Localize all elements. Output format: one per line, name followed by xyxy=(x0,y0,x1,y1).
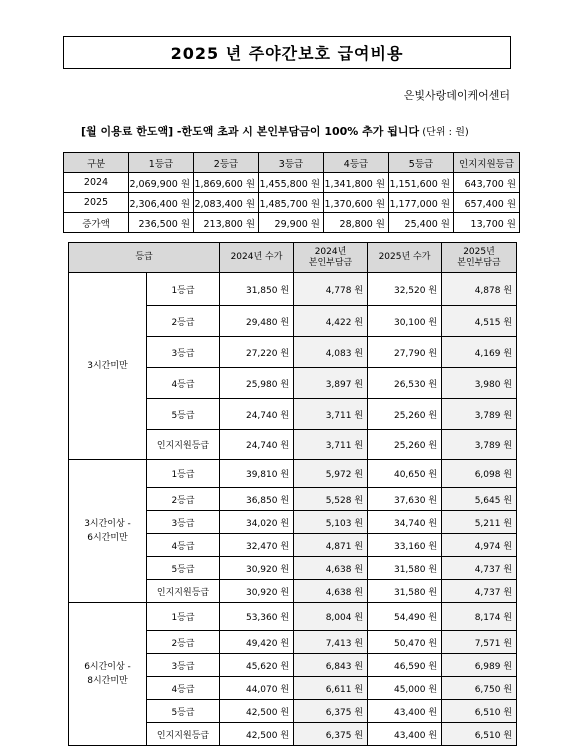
grade-label: 2등급 xyxy=(147,631,220,654)
grade-label: 인지지원등급 xyxy=(147,430,220,460)
limit-year-cell: 2024 xyxy=(64,173,129,193)
limit-value-cell: 1,455,800 원 xyxy=(259,173,324,193)
fee-2024: 39,810 원 xyxy=(220,460,294,488)
organization-name: 은빛사랑데이케어센터 xyxy=(403,89,510,102)
grade-label: 1등급 xyxy=(147,603,220,631)
limit-row xyxy=(64,193,520,213)
unit-note: (단위 : 원) xyxy=(419,127,469,138)
header-2024-copay: 2024년 본인부담금 xyxy=(294,243,368,273)
time-category: 3시간미만 xyxy=(69,273,147,460)
limit-header-cell: 4등급 xyxy=(324,153,389,173)
fee-2024: 42,500 원 xyxy=(220,723,294,746)
fee-2025: 25,260 원 xyxy=(368,399,442,430)
fee-row xyxy=(69,603,517,631)
limit-value-cell: 657,400 원 xyxy=(454,193,520,213)
copay-2024: 4,871 원 xyxy=(294,534,368,557)
copay-2025: 4,974 원 xyxy=(442,534,517,557)
copay-2025: 4,737 원 xyxy=(442,580,517,603)
copay-2025: 6,750 원 xyxy=(442,677,517,700)
limit-value-cell: 1,869,600 원 xyxy=(194,173,259,193)
grade-label: 3등급 xyxy=(147,654,220,677)
copay-2025: 6,510 원 xyxy=(442,723,517,746)
copay-2025: 4,737 원 xyxy=(442,557,517,580)
fee-2025: 26,530 원 xyxy=(368,368,442,399)
grade-label: 4등급 xyxy=(147,368,220,399)
limit-notice xyxy=(81,123,469,139)
fee-2025: 43,400 원 xyxy=(368,700,442,723)
copay-2025: 7,571 원 xyxy=(442,631,517,654)
copay-2024: 6,611 원 xyxy=(294,677,368,700)
time-category: 3시간이상 - 6시간미만 xyxy=(69,460,147,603)
limit-header-cell: 구분 xyxy=(64,153,129,173)
limit-value-cell: 1,177,000 원 xyxy=(389,193,454,213)
limit-value-cell: 213,800 원 xyxy=(194,213,259,233)
copay-2024: 4,778 원 xyxy=(294,273,368,306)
fee-2025: 34,740 원 xyxy=(368,511,442,534)
fee-2024: 25,980 원 xyxy=(220,368,294,399)
copay-2024: 6,375 원 xyxy=(294,700,368,723)
limit-value-cell: 1,151,600 원 xyxy=(389,173,454,193)
copay-2024: 3,711 원 xyxy=(294,430,368,460)
grade-label: 1등급 xyxy=(147,460,220,488)
copay-2024: 4,422 원 xyxy=(294,306,368,337)
fee-2025: 54,490 원 xyxy=(368,603,442,631)
limit-value-cell: 236,500 원 xyxy=(129,213,194,233)
copay-2024: 5,972 원 xyxy=(294,460,368,488)
grade-label: 인지지원등급 xyxy=(147,723,220,746)
limit-value-cell: 13,700 원 xyxy=(454,213,520,233)
limit-notice-text: [월 이용료 한도액] -한도액 초과 시 본인부담금이 100% 추가 됩니다 xyxy=(81,125,420,138)
fee-row xyxy=(69,273,517,306)
copay-2025: 5,645 원 xyxy=(442,488,517,511)
fee-2025: 25,260 원 xyxy=(368,430,442,460)
grade-label: 인지지원등급 xyxy=(147,580,220,603)
copay-2025: 4,169 원 xyxy=(442,337,517,368)
limit-value-cell: 2,083,400 원 xyxy=(194,193,259,213)
copay-2025: 4,515 원 xyxy=(442,306,517,337)
header-grade: 등급 xyxy=(69,243,220,273)
fee-2024: 36,850 원 xyxy=(220,488,294,511)
header-2024-fee: 2024년 수가 xyxy=(220,243,294,273)
copay-2024: 4,638 원 xyxy=(294,557,368,580)
grade-label: 2등급 xyxy=(147,306,220,337)
fee-2025: 32,520 원 xyxy=(368,273,442,306)
limit-row xyxy=(64,213,520,233)
fee-2025: 40,650 원 xyxy=(368,460,442,488)
fee-2024: 53,360 원 xyxy=(220,603,294,631)
copay-2024: 6,375 원 xyxy=(294,723,368,746)
copay-2025: 6,510 원 xyxy=(442,700,517,723)
limit-header-cell: 인지지원등급 xyxy=(454,153,520,173)
limit-value-cell: 643,700 원 xyxy=(454,173,520,193)
copay-2024: 5,528 원 xyxy=(294,488,368,511)
fee-2025: 50,470 원 xyxy=(368,631,442,654)
copay-2025: 5,211 원 xyxy=(442,511,517,534)
copay-2024: 5,103 원 xyxy=(294,511,368,534)
grade-label: 5등급 xyxy=(147,399,220,430)
fee-2025: 27,790 원 xyxy=(368,337,442,368)
fee-2024: 32,470 원 xyxy=(220,534,294,557)
limit-value-cell: 1,370,600 원 xyxy=(324,193,389,213)
limit-row xyxy=(64,173,520,193)
limit-year-cell: 증가액 xyxy=(64,213,129,233)
fee-2025: 45,000 원 xyxy=(368,677,442,700)
fee-2025: 37,630 원 xyxy=(368,488,442,511)
fee-2024: 42,500 원 xyxy=(220,700,294,723)
limit-value-cell: 2,069,900 원 xyxy=(129,173,194,193)
limit-header-row xyxy=(64,153,520,173)
grade-label: 3등급 xyxy=(147,511,220,534)
limit-year-cell: 2025 xyxy=(64,193,129,213)
grade-label: 5등급 xyxy=(147,700,220,723)
grade-label: 4등급 xyxy=(147,677,220,700)
page-title: 2025 년 주야간보호 급여비용 xyxy=(63,36,511,69)
fee-2024: 30,920 원 xyxy=(220,580,294,603)
copay-2025: 3,789 원 xyxy=(442,430,517,460)
fee-row xyxy=(69,460,517,488)
limit-header-cell: 3등급 xyxy=(259,153,324,173)
fee-2024: 24,740 원 xyxy=(220,399,294,430)
copay-2025: 3,980 원 xyxy=(442,368,517,399)
fee-2024: 44,070 원 xyxy=(220,677,294,700)
fee-table-header xyxy=(69,243,517,273)
grade-label: 4등급 xyxy=(147,534,220,557)
copay-2024: 7,413 원 xyxy=(294,631,368,654)
fee-2024: 27,220 원 xyxy=(220,337,294,368)
time-category: 6시간이상 - 8시간미만 xyxy=(69,603,147,746)
fee-table xyxy=(68,242,517,746)
fee-2025: 43,400 원 xyxy=(368,723,442,746)
fee-2024: 29,480 원 xyxy=(220,306,294,337)
limit-value-cell: 1,341,800 원 xyxy=(324,173,389,193)
fee-2025: 31,580 원 xyxy=(368,557,442,580)
limit-header-cell: 1등급 xyxy=(129,153,194,173)
limit-value-cell: 25,400 원 xyxy=(389,213,454,233)
copay-2024: 6,843 원 xyxy=(294,654,368,677)
fee-2025: 31,580 원 xyxy=(368,580,442,603)
copay-2024: 8,004 원 xyxy=(294,603,368,631)
monthly-limit-table xyxy=(63,152,520,233)
limit-value-cell: 28,800 원 xyxy=(324,213,389,233)
copay-2025: 6,989 원 xyxy=(442,654,517,677)
fee-2024: 30,920 원 xyxy=(220,557,294,580)
fee-2025: 33,160 원 xyxy=(368,534,442,557)
fee-2024: 24,740 원 xyxy=(220,430,294,460)
limit-value-cell: 2,306,400 원 xyxy=(129,193,194,213)
copay-2025: 6,098 원 xyxy=(442,460,517,488)
grade-label: 2등급 xyxy=(147,488,220,511)
limit-value-cell: 1,485,700 원 xyxy=(259,193,324,213)
copay-2025: 3,789 원 xyxy=(442,399,517,430)
copay-2025: 8,174 원 xyxy=(442,603,517,631)
fee-2024: 34,020 원 xyxy=(220,511,294,534)
limit-header-cell: 2등급 xyxy=(194,153,259,173)
header-2025-copay: 2025년 본인부담금 xyxy=(442,243,517,273)
fee-2024: 45,620 원 xyxy=(220,654,294,677)
copay-2024: 3,897 원 xyxy=(294,368,368,399)
fee-2024: 31,850 원 xyxy=(220,273,294,306)
copay-2024: 3,711 원 xyxy=(294,399,368,430)
grade-label: 1등급 xyxy=(147,273,220,306)
fee-2024: 49,420 원 xyxy=(220,631,294,654)
header-2025-fee: 2025년 수가 xyxy=(368,243,442,273)
fee-2025: 30,100 원 xyxy=(368,306,442,337)
limit-header-cell: 5등급 xyxy=(389,153,454,173)
limit-value-cell: 29,900 원 xyxy=(259,213,324,233)
copay-2024: 4,083 원 xyxy=(294,337,368,368)
grade-label: 3등급 xyxy=(147,337,220,368)
copay-2024: 4,638 원 xyxy=(294,580,368,603)
fee-2025: 46,590 원 xyxy=(368,654,442,677)
grade-label: 5등급 xyxy=(147,557,220,580)
copay-2025: 4,878 원 xyxy=(442,273,517,306)
